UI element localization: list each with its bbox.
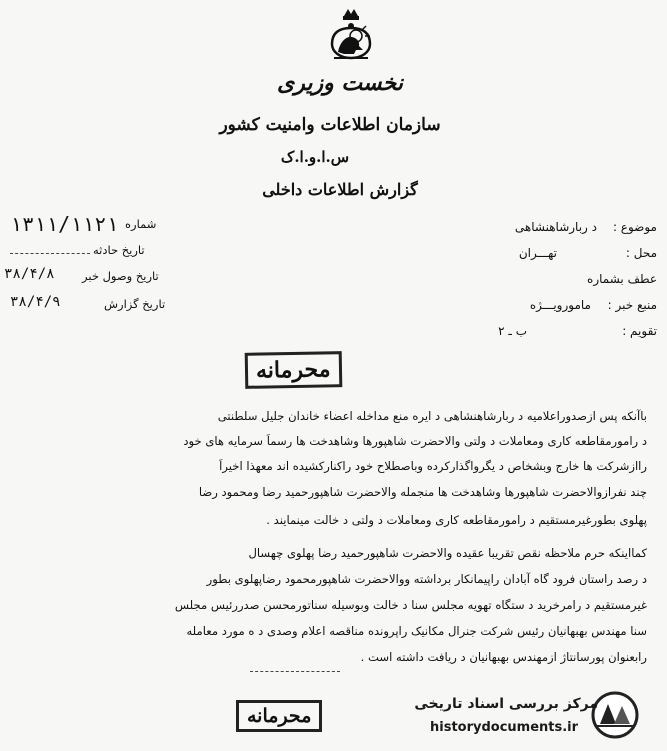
report-date-label: تاریخ گزارش bbox=[104, 297, 166, 311]
lion-and-sun-emblem-icon bbox=[326, 6, 376, 66]
report-date-value: ۳۸/۴/۹ bbox=[10, 294, 61, 310]
number-value: ۱۳۱۱/۱۱۲۱ bbox=[10, 212, 119, 236]
report-type-title: گزارش اطلاعات داخلی bbox=[262, 180, 418, 199]
event-date-blank bbox=[10, 253, 90, 254]
place-label: محل : bbox=[625, 246, 657, 260]
confidential-stamp-bottom: محرمانه bbox=[236, 700, 322, 732]
assessment-value: ب ـ ۲ bbox=[498, 324, 527, 338]
number-label: شماره bbox=[125, 217, 157, 231]
reference-label: عطف بشماره bbox=[587, 272, 657, 286]
place-value: تهـــران bbox=[518, 246, 557, 260]
received-date-value: ۳۸/۴/۸ bbox=[4, 266, 55, 282]
assessment-label: تقویم : bbox=[622, 324, 657, 338]
event-date-label: تاریخ حادثه bbox=[93, 243, 145, 257]
source-value: مامورویـــژه bbox=[529, 298, 591, 312]
watermark-url: historydocuments.ir bbox=[430, 720, 579, 735]
body-line: باآنکه پس ازصدوراعلامیه د ربارشاهنشاهی د ایره منع مداخله اعضاء خاندان جلیل سلطنتی bbox=[217, 409, 647, 423]
source-label: منبع خبر : bbox=[607, 298, 657, 312]
body-line: سنا مهندس بهبهانیان رئیس شرکت جنرال مکانیک راپرونده مناقصه اعلام وصدی د ه مورد معامله bbox=[186, 624, 647, 638]
body-line: رابعنوان پورسانتاژ ازمهندس بهبهانیان د ریافت داشته است . bbox=[360, 650, 647, 664]
ministry-title: نخست وزیری bbox=[277, 70, 403, 96]
body-line: د رصد راستان فرود گاه آبادان راپیمانکار برداشته ووالاحضرت شاهپورمحمود رضاپهلوی بطور bbox=[206, 572, 647, 586]
closing-dashes bbox=[250, 671, 340, 672]
body-line: غیرمستقیم د رامرخرید د ستگاه تهویه مجلس سنا د خالت وبوسیله سناتورمحسن صدررئیس مجلس bbox=[174, 598, 647, 612]
watermark-text: مرکز بررسی اسناد تاریخی bbox=[414, 696, 598, 712]
organization-acronym: س.ا.و.ا.ک bbox=[280, 148, 350, 166]
subject-label: موضوع : bbox=[612, 220, 657, 234]
received-date-label: تاریخ وصول خبر bbox=[82, 269, 159, 283]
body-line: کمااینکه حرم ملاحظه نقص تقریبا عقیده والاحضرت شاهپورحمید رضا پهلوی چهسال bbox=[248, 546, 647, 560]
organization-title: سازمان اطلاعات وامنیت کشور bbox=[219, 115, 441, 135]
subject-value: د ربارشاهنشاهی bbox=[514, 220, 597, 234]
body-line: راازشرکت ها خارج وبشخاص د یگرواگذارکرده وباصطلاح خود راکنارکشیده اند معهذا اخیراً bbox=[219, 459, 647, 473]
body-line: پهلوی بطورغیرمستقیم د رامورمقاطعه کاری ومعاملات د ولتی د خالت مینمایند . bbox=[266, 513, 647, 527]
body-line: د رامورمقاطعه کاری ومعاملات د ولتی والاحضرت شاهپورها وشاهدخت ها رسماً سرمایه های خود bbox=[183, 434, 647, 448]
body-line: چند نفرازوالاحضرت شاهپورها وشاهدخت ها منجمله والاحضرت شاهپورحمید رضا ومحمود رضا bbox=[198, 485, 647, 499]
confidential-stamp-top: محرمانه bbox=[245, 351, 342, 389]
